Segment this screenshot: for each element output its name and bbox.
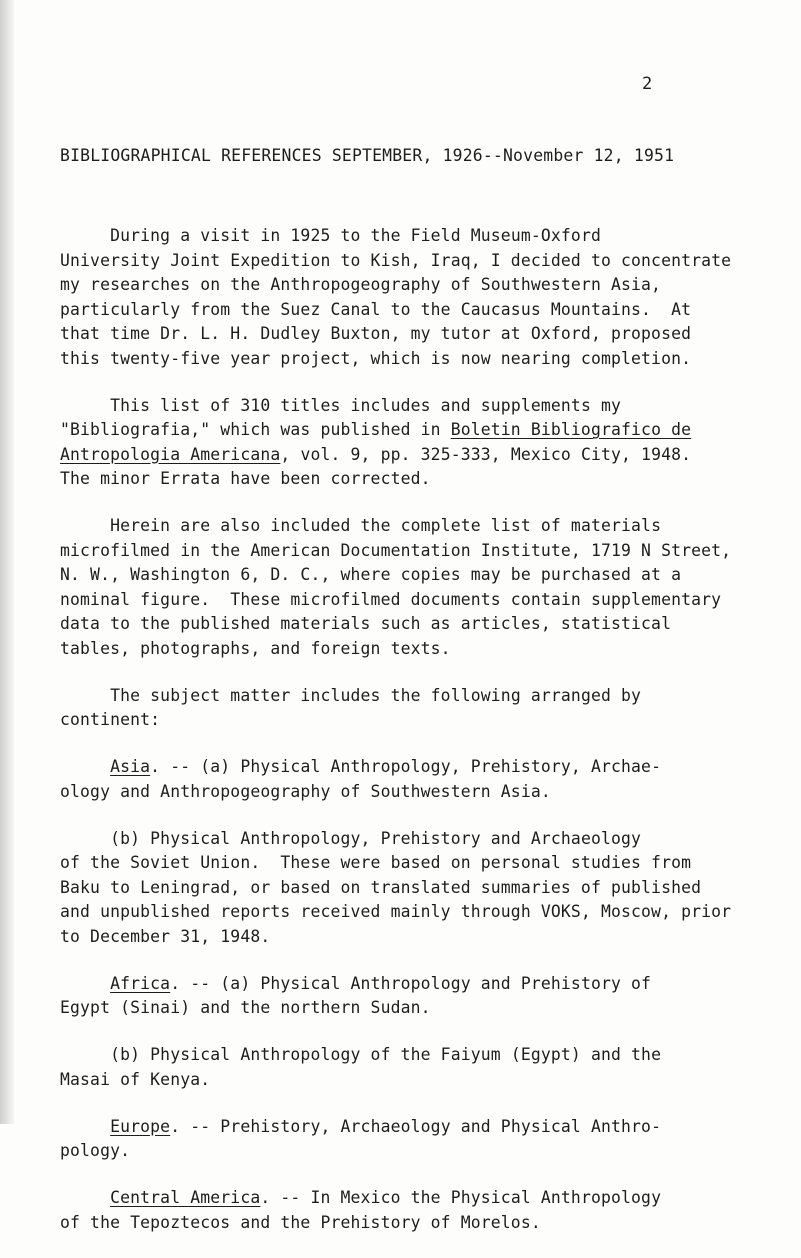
text-line: N. W., Washington 6, D. C., where copies may be purchased at a [60, 565, 682, 584]
text-line: particularly from the Suez Canal to the Caucasus Mountains. At [60, 299, 692, 319]
text-line: data to the published materials such as articles, statistical [60, 614, 672, 633]
text-line: Herein are also included the complete list of materials [60, 516, 662, 535]
document-body [60, 224, 770, 1258]
paragraph-microfilm [60, 514, 770, 661]
text-line: that time Dr. L. H. Dudley Buxton, my tutor at Oxford, proposed [60, 324, 692, 343]
text-line: of the Soviet Union. These were based on personal studies from [60, 853, 692, 872]
page-edge-shadow [0, 0, 14, 1124]
text-line: and unpublished reports received mainly through VOKS, Moscow, prior [60, 902, 732, 921]
section-asia-b [60, 827, 770, 950]
section-africa-a [60, 972, 770, 1021]
text-line: Baku to Leningrad, or based on translated summaries of published [60, 877, 702, 897]
text-line: . -- Prehistory, Archaeology and Physical Anthro- [170, 1116, 662, 1136]
text-line: . -- (a) Physical Anthropology, Prehistory, Archae- [150, 757, 662, 776]
paragraph-subject-matter [60, 684, 770, 733]
text-line: "Bibliografia," which was published in [60, 420, 451, 439]
text-line: . -- (a) Physical Anthropology and Prehistory of [170, 973, 652, 993]
journal-title-part1: Boletin Bibliografico de [450, 420, 692, 439]
text-line: During a visit in 1925 to the Field Museum-Oxford [60, 226, 601, 245]
page-number: 2 [642, 74, 653, 94]
text-line: tables, photographs, and foreign texts. [60, 638, 451, 658]
text-line: , vol. 9, pp. 325-333, Mexico City, 1948. [280, 444, 692, 464]
text-line: The subject matter includes the following arranged by [60, 685, 642, 705]
text-line: this twenty-five year project, which is now nearing completion. [60, 348, 692, 368]
section-heading-africa: Africa [110, 973, 171, 993]
text-line: Egypt (Sinai) and the northern Sudan. [60, 998, 431, 1017]
section-central-america [60, 1186, 770, 1235]
section-asia-a [60, 755, 770, 804]
text-line: (b) Physical Anthropology of the Faiyum (Egypt) and the [60, 1045, 662, 1064]
text-line: . -- In Mexico the Physical Anthropology [260, 1188, 662, 1207]
journal-title-part2: Antropologia Americana [60, 444, 281, 464]
text-line: (b) Physical Anthropology, Prehistory and Archaeology [60, 828, 642, 848]
section-europe [60, 1115, 770, 1164]
text-line: my researches on the Anthropogeography of Southwestern Asia, [60, 275, 662, 294]
text-line: nominal figure. These microfilmed documents contain supplementary [60, 589, 722, 609]
section-heading-europe: Europe [110, 1116, 171, 1136]
text-line: microfilmed in the American Documentation Institute, 1719 N Street, [60, 540, 732, 560]
paragraph-intro [60, 224, 770, 371]
text-line: The minor Errata have been corrected. [60, 469, 431, 488]
text-line: University Joint Expedition to Kish, Iraq, I decided to concentrate [60, 250, 732, 270]
document-title: BIBLIOGRAPHICAL REFERENCES SEPTEMBER, 1926--November 12, 1951 [60, 146, 675, 165]
text-line: pology. [60, 1141, 131, 1160]
text-line: continent: [60, 710, 161, 729]
text-line: Masai of Kenya. [60, 1069, 211, 1089]
section-africa-b [60, 1043, 770, 1092]
paragraph-list-description [60, 394, 770, 492]
section-heading-central-america: Central America [110, 1188, 261, 1207]
text-line: to December 31, 1948. [60, 926, 271, 946]
text-line: ology and Anthropogeography of Southwestern Asia. [60, 781, 551, 801]
text-line: This list of 310 titles includes and supplements my [60, 395, 622, 415]
section-heading-asia: Asia [110, 757, 151, 776]
text-line: of the Tepoztecos and the Prehistory of Morelos. [60, 1212, 541, 1232]
